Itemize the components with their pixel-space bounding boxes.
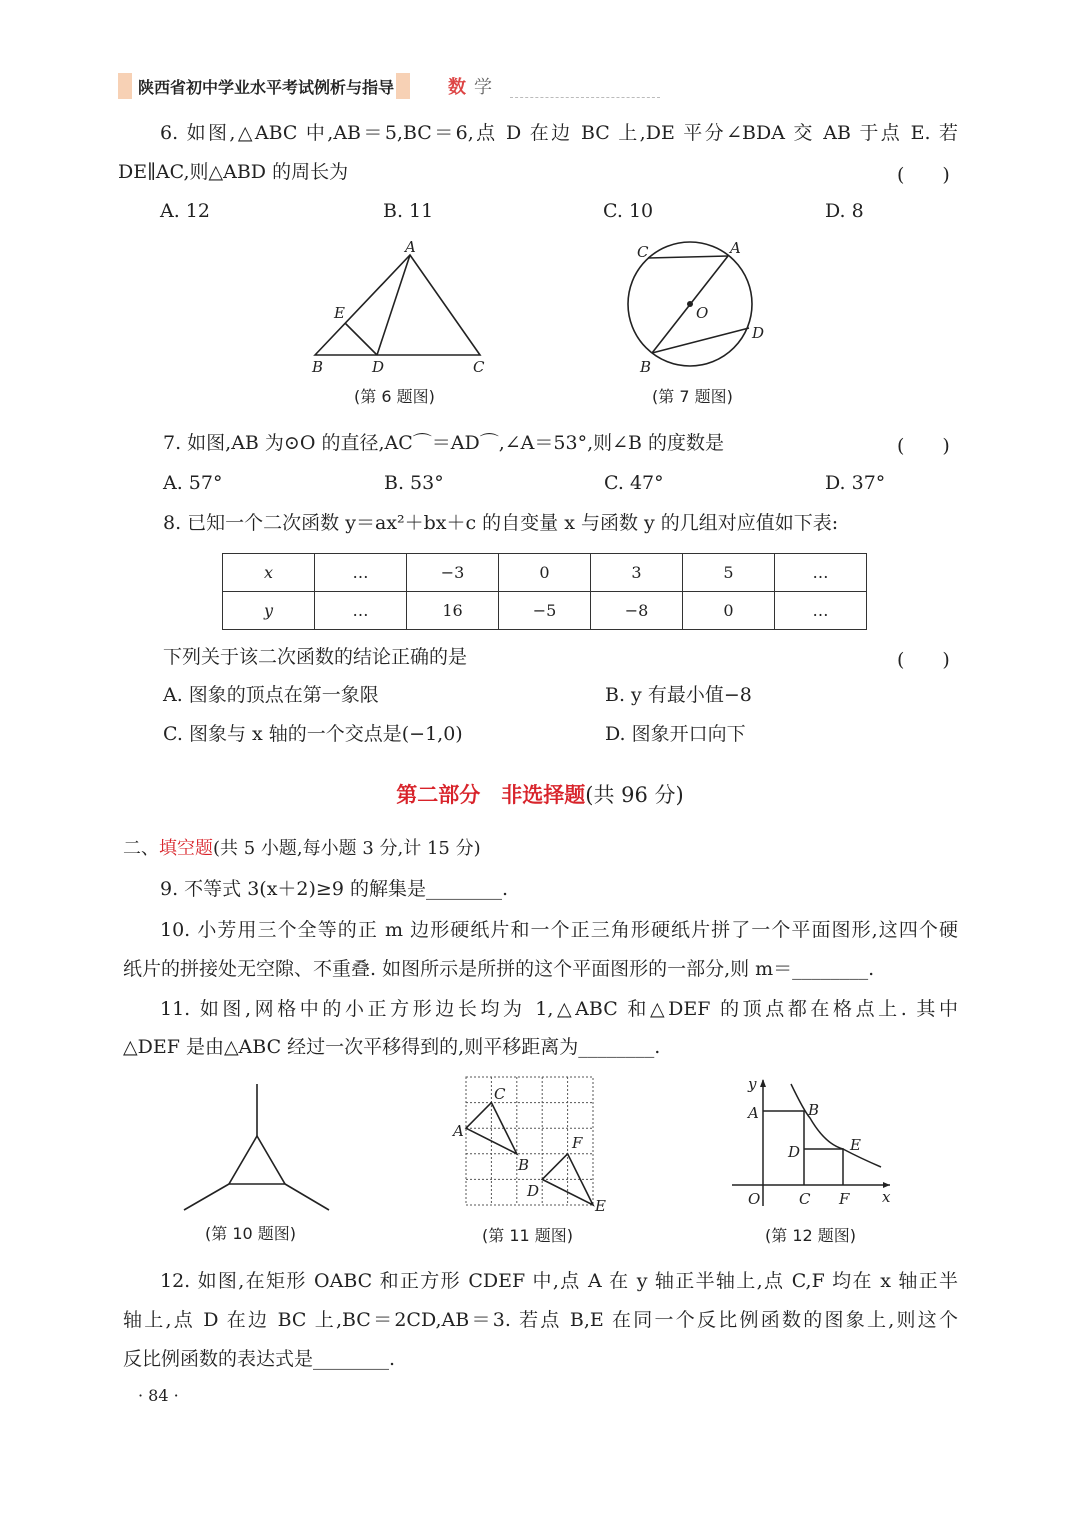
section2-heading	[123, 836, 481, 862]
q8-option-a: A. 图象的顶点在第一象限	[163, 684, 379, 706]
section2-note: (共 5 小题,每小题 3 分,计 15 分)	[213, 838, 481, 859]
q8-option-b: B. y 有最小值−8	[605, 684, 752, 706]
table-cell: …	[775, 592, 867, 630]
q8-line1: 8. 已知一个二次函数 y＝ax²＋bx＋c 的自变量 x 与函数 y 的几组对应值如下表:	[163, 512, 839, 534]
q6-line2: DE∥AC,则△ABD 的周长为	[118, 161, 349, 183]
table-cell: y	[223, 592, 315, 630]
subject-char-2: 学	[474, 77, 493, 98]
q6-option-a: A. 12	[160, 200, 210, 222]
subject-char-1: 数	[448, 77, 467, 98]
q12-label-x: x	[882, 1188, 891, 1206]
page-number: · 84 ·	[138, 1386, 179, 1405]
table-row	[223, 592, 867, 630]
q11-line2: △DEF 是由△ABC 经过一次平移得到的,则平移距离为________.	[123, 1036, 661, 1058]
q12-label-c: C	[799, 1190, 811, 1208]
header-rule	[510, 97, 660, 98]
q12-label-a: A	[748, 1104, 759, 1122]
q7-option-c: C. 47°	[604, 472, 664, 494]
q12-label-o: O	[748, 1190, 761, 1208]
table-cell: −8	[591, 592, 683, 630]
q7-label-d: D	[752, 324, 765, 342]
q12-label-f: F	[839, 1190, 850, 1208]
q7-option-a: A. 57°	[163, 472, 223, 494]
q6-line1: 6. 如图,△ABC 中,AB＝5,BC＝6,点 D 在边 BC 上,DE 平分∠BDA 交 AB 于点 E. 若	[160, 122, 958, 144]
q12-graph-figure	[730, 1074, 900, 1216]
q6-label-b: B	[312, 358, 324, 376]
q11-label-d: D	[527, 1182, 540, 1200]
q6-label-c: C	[473, 358, 485, 376]
part2-title: 第二部分 非选择题	[396, 783, 586, 807]
q8-option-d: D. 图象开口向下	[605, 723, 746, 745]
q8-value-table	[222, 553, 867, 630]
q11-label-e: E	[595, 1197, 606, 1215]
q7-label-o: O	[696, 304, 709, 322]
q11-caption: (第 11 题图)	[482, 1226, 574, 1245]
q11-label-b: B	[518, 1156, 530, 1174]
q7-option-b: B. 53°	[384, 472, 444, 494]
page-header	[118, 72, 492, 100]
part2-score: (共 96 分)	[585, 783, 684, 807]
q7-line1: 7. 如图,AB 为⊙O 的直径,AC⌒＝AD⌒,∠A＝53°,则∠B 的度数是	[163, 432, 725, 454]
q10-line1: 10. 小芳用三个全等的正 m 边形硬纸片和一个正三角形硬纸片拼了一个平面图形,这四个硬	[160, 919, 958, 941]
q11-label-f: F	[572, 1134, 583, 1152]
q12-line1: 12. 如图,在矩形 OABC 和正方形 CDEF 中,点 A 在 y 轴正半轴上,点 C,F 均在 x 轴正半	[160, 1270, 958, 1292]
q6-option-c: C. 10	[603, 200, 654, 222]
q6-option-d: D. 8	[825, 200, 864, 222]
q10-line2: 纸片的拼接处无空隙、不重叠. 如图所示是所拼的这个平面图形的一部分,则 m＝________.	[123, 958, 875, 980]
part2-heading	[0, 779, 1080, 809]
q12-caption: (第 12 题图)	[765, 1226, 857, 1245]
table-cell: …	[315, 554, 407, 592]
q7-option-d: D. 37°	[825, 472, 886, 494]
table-cell: −3	[407, 554, 499, 592]
q6-label-d: D	[372, 358, 385, 376]
table-cell: 0	[683, 592, 775, 630]
q7-caption: (第 7 题图)	[652, 387, 733, 406]
q6-label-e: E	[334, 304, 345, 322]
table-cell: 16	[407, 592, 499, 630]
table-cell: −5	[499, 592, 591, 630]
header-highlight	[396, 73, 410, 99]
q11-grid-figure	[450, 1072, 615, 1217]
q8-line2: 下列关于该二次函数的结论正确的是	[163, 646, 468, 668]
q11-label-a: A	[453, 1122, 464, 1140]
q8-option-c: C. 图象与 x 轴的一个交点是(−1,0)	[163, 723, 463, 745]
q11-line1: 11. 如图,网格中的小正方形边长均为 1,△ABC 和△DEF 的顶点都在格点上. 其中	[160, 998, 958, 1020]
q6-label-a: A	[405, 238, 416, 256]
q7-answer-paren: ( )	[897, 435, 950, 457]
section2-prefix: 二、	[123, 838, 159, 859]
q12-line3: 反比例函数的表达式是________.	[123, 1348, 396, 1370]
table-cell: …	[775, 554, 867, 592]
q12-label-d: D	[788, 1143, 801, 1161]
table-cell: …	[315, 592, 407, 630]
q6-caption: (第 6 题图)	[354, 387, 435, 406]
section2-title: 填空题	[159, 838, 213, 859]
table-cell: 0	[499, 554, 591, 592]
q9-line1: 9. 不等式 3(x＋2)≥9 的解集是________.	[160, 878, 509, 900]
book-title: 陕西省初中学业水平考试例析与指导	[138, 77, 395, 97]
table-cell: x	[223, 554, 315, 592]
q7-label-b: B	[640, 358, 652, 376]
q7-label-a: A	[730, 239, 741, 257]
table-row	[223, 554, 867, 592]
q6-option-b: B. 11	[383, 200, 434, 222]
q10-figure	[175, 1080, 340, 1215]
q11-label-c: C	[494, 1085, 506, 1103]
table-cell: 5	[683, 554, 775, 592]
header-highlight	[118, 73, 132, 99]
q8-answer-paren: ( )	[897, 649, 950, 671]
q6-figure-triangle	[300, 238, 500, 383]
q12-label-y: y	[748, 1075, 757, 1093]
q12-line2: 轴上,点 D 在边 BC 上,BC＝2CD,AB＝3. 若点 B,E 在同一个反比例函数的图象上,则这个	[123, 1309, 958, 1331]
q6-answer-paren: ( )	[897, 164, 950, 186]
table-cell: 3	[591, 554, 683, 592]
q7-label-c: C	[637, 243, 649, 261]
q10-caption: (第 10 题图)	[205, 1224, 297, 1243]
q7-figure-circle	[615, 236, 775, 381]
q12-label-b: B	[808, 1101, 820, 1119]
q12-label-e: E	[850, 1136, 861, 1154]
